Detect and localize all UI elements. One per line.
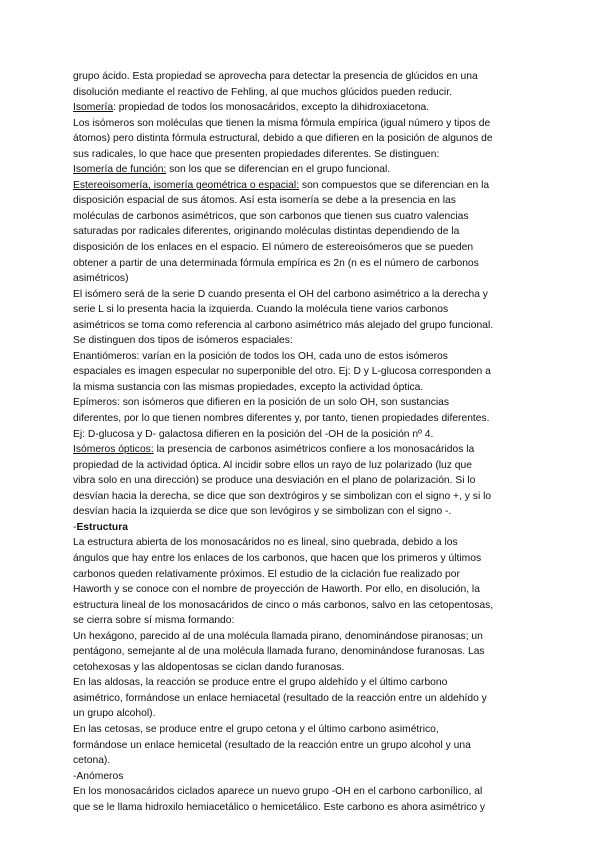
text-line — [73, 800, 536, 816]
text-segment: Los isómeros son moléculas que tienen la misma fórmula empírica (igual número y tipos de — [73, 117, 491, 129]
text-line — [73, 722, 536, 738]
text-line — [73, 535, 536, 551]
text-segment: obtener a partir de una determinada fórmula empírica es 2n (n es el número de carbonos — [73, 257, 479, 269]
text-line — [73, 240, 536, 256]
text-segment: grupo ácido. Esta propiedad se aprovecha para detectar la presencia de glúcidos en una — [73, 71, 478, 82]
text-line — [73, 209, 536, 225]
text-line — [73, 69, 536, 85]
text-segment: En las cetosas, se produce entre el grupo cetona y el último carbono asimétrico, — [73, 723, 439, 735]
text-line — [73, 178, 536, 194]
underlined-term: Isomería — [73, 102, 114, 114]
text-segment: La estructura abierta de los monosacáridos no es lineal, sino quebrada, debido a los — [73, 537, 458, 549]
section-heading: Estructura — [76, 521, 128, 533]
text-line — [73, 613, 536, 629]
text-line — [73, 706, 536, 722]
text-line — [73, 675, 536, 691]
text-line — [73, 644, 536, 660]
text-line — [73, 193, 536, 209]
text-line — [73, 567, 536, 583]
text-segment: asimétrico, formándose un enlace hemiacetal (resultado de la reacción entre un aldehído y — [73, 692, 487, 704]
text-line — [73, 349, 536, 365]
text-segment: Epímeros: son isómeros que difieren en la posición de un solo OH, son sustancias — [73, 397, 450, 409]
text-segment: desvían hacia la derecha, se dice que son dextrógiros y se simbolizan con el signo +, y si lo — [73, 490, 492, 502]
text-segment: espaciales es imagen especular no superponible del otro. Ej: D y L-glucosa corresponden a — [73, 366, 491, 378]
text-segment: desvían hacia la izquierda se dice que son levógiros y se simbolizan con el signo -. — [73, 506, 452, 518]
text-segment: sus radicales, lo que hace que presenten propiedades diferentes. Se distinguen: — [73, 148, 440, 160]
text-line — [73, 442, 536, 458]
text-segment: El isómero será de la serie D cuando presenta el OH del carbono asimétrico a la derecha y — [73, 288, 488, 300]
text-line — [73, 302, 536, 318]
text-line — [73, 395, 536, 411]
text-segment: propiedad de la actividad óptica. Al incidir sobre ellos un rayo de luz polarizado (luz que — [73, 459, 472, 471]
text-segment: asimétricos se toma como referencia al carbono asimétrico más alejado del grupo funcional. — [73, 319, 494, 331]
text-segment: Enantiómeros: varían en la posición de todos los OH, cada uno de estos isómeros — [73, 350, 448, 362]
text-segment: asimétricos) — [73, 273, 129, 285]
text-segment: carbonos queden relativamente próximos. El estudio de la ciclación fue realizado por — [73, 568, 460, 580]
text-line — [73, 147, 536, 163]
text-line — [73, 333, 536, 349]
text-line — [73, 131, 536, 147]
text-line — [73, 100, 536, 116]
text-line — [73, 784, 536, 800]
text-segment: la misma sustancia con las mismas propiedades, excepto la actividad óptica. — [73, 381, 424, 393]
text-line — [73, 162, 536, 178]
text-line — [73, 256, 536, 272]
text-line — [73, 551, 536, 567]
text-segment: estructura lineal de los monosacáridos de cinco o más carbonos, salvo en las cetopentosas, — [73, 599, 494, 611]
text-line — [73, 738, 536, 754]
underlined-term: Estereoisomería, isomería geométrica o espacial: — [73, 179, 300, 191]
text-segment: disolución mediante el reactivo de Fehling, al que muchos glúcidos pueden reducir. — [73, 86, 452, 98]
text-line — [73, 85, 536, 101]
text-segment: - — [73, 521, 77, 533]
text-line — [73, 116, 536, 132]
text-segment: átomos) pero distinta fórmula estructural, debido a que difieren en la posición de algunos de — [73, 133, 493, 145]
text-line — [73, 318, 536, 334]
text-segment: la presencia de carbonos asimétricos confiere a los monosacáridos la — [153, 444, 475, 456]
document-body — [73, 69, 536, 815]
text-segment: Haworth y se conoce con el nombre de proyección de Haworth. Por ello, en disolución, la — [73, 584, 480, 596]
text-line — [73, 691, 536, 707]
text-line — [73, 629, 536, 645]
text-line — [73, 411, 536, 427]
text-line — [73, 598, 536, 614]
text-line — [73, 769, 536, 785]
text-segment: Ej: D-glucosa y D- galactosa difieren en la posición del -OH de la posición nº 4. — [73, 428, 434, 440]
text-line — [73, 224, 536, 240]
text-segment: En los monosacáridos ciclados aparece un nuevo grupo -OH en el carbono carbonílico, al — [73, 786, 483, 798]
text-segment: cetona). — [73, 755, 111, 767]
underlined-term: Isómeros ópticos: — [73, 444, 154, 456]
text-segment: -Anómeros — [73, 770, 124, 782]
text-segment: Un hexágono, parecido al de una molécula llamada pirano, denominándose piranosas; un — [73, 630, 483, 642]
text-segment: vibra solo en una dirección) se produce una desviación en el plano de polarización. Si lo — [73, 475, 476, 487]
text-segment: En las aldosas, la reacción se produce entre el grupo aldehído y el último carbono — [73, 677, 448, 689]
text-line — [73, 271, 536, 287]
text-segment: se cierra sobre sí misma formando: — [73, 615, 235, 627]
text-line — [73, 473, 536, 489]
underlined-term: Isomería de función: — [73, 164, 167, 176]
text-segment: son compuestos que se diferencian en la — [299, 179, 490, 191]
text-line — [73, 287, 536, 303]
text-line — [73, 458, 536, 474]
text-segment: moléculas de carbonos asimétricos, que son carbonos que tienen sus cuatro valencias — [73, 210, 469, 222]
text-segment: : propiedad de todos los monosacáridos, excepto la dihidroxiacetona. — [113, 102, 430, 114]
text-segment: ángulos que hay entre los enlaces de los carbonos, que hacen que los primeros y últimos — [73, 552, 482, 564]
text-segment: serie L si lo presenta hacia la izquierda. Cuando la molécula tiene varios carbonos — [73, 304, 449, 316]
text-line — [73, 489, 536, 505]
text-segment: disposición espacial de sus átomos. Así esta isomería se debe a la presencia en las — [73, 195, 456, 207]
text-segment: pentágono, semejante al de una molécula llamada furano, denominándose furanosas. Las — [73, 646, 485, 658]
text-segment: formándose un enlace hemicetal (resultado de la reacción entre un grupo alcohol y una — [73, 739, 471, 751]
text-segment: que se le llama hidroxilo hemiacetálico o hemicetálico. Este carbono es ahora asimétrico y — [73, 801, 486, 813]
text-line — [73, 427, 536, 443]
text-segment: saturadas por radicales diferentes, originando moléculas distintas dependiendo de la — [73, 226, 460, 238]
text-segment: son los que se diferencian en el grupo funcional. — [166, 164, 391, 176]
text-line — [73, 504, 536, 520]
text-line — [73, 364, 536, 380]
text-segment: Se distinguen dos tipos de isómeros espaciales: — [73, 335, 293, 347]
text-line — [73, 582, 536, 598]
text-segment: un grupo alcohol). — [73, 708, 156, 720]
text-line — [73, 660, 536, 676]
text-line — [73, 520, 536, 536]
text-segment: cetohexosas y las aldopentosas se ciclan dando furanosas. — [73, 661, 345, 673]
text-segment: diferentes, por lo que tienen nombres diferentes y, por tanto, tienen propiedades diferentes. — [73, 413, 490, 425]
text-segment: disposición de los enlaces en el espacio. El número de estereoisómeros que se pueden — [73, 242, 474, 254]
text-line — [73, 753, 536, 769]
text-line — [73, 380, 536, 396]
